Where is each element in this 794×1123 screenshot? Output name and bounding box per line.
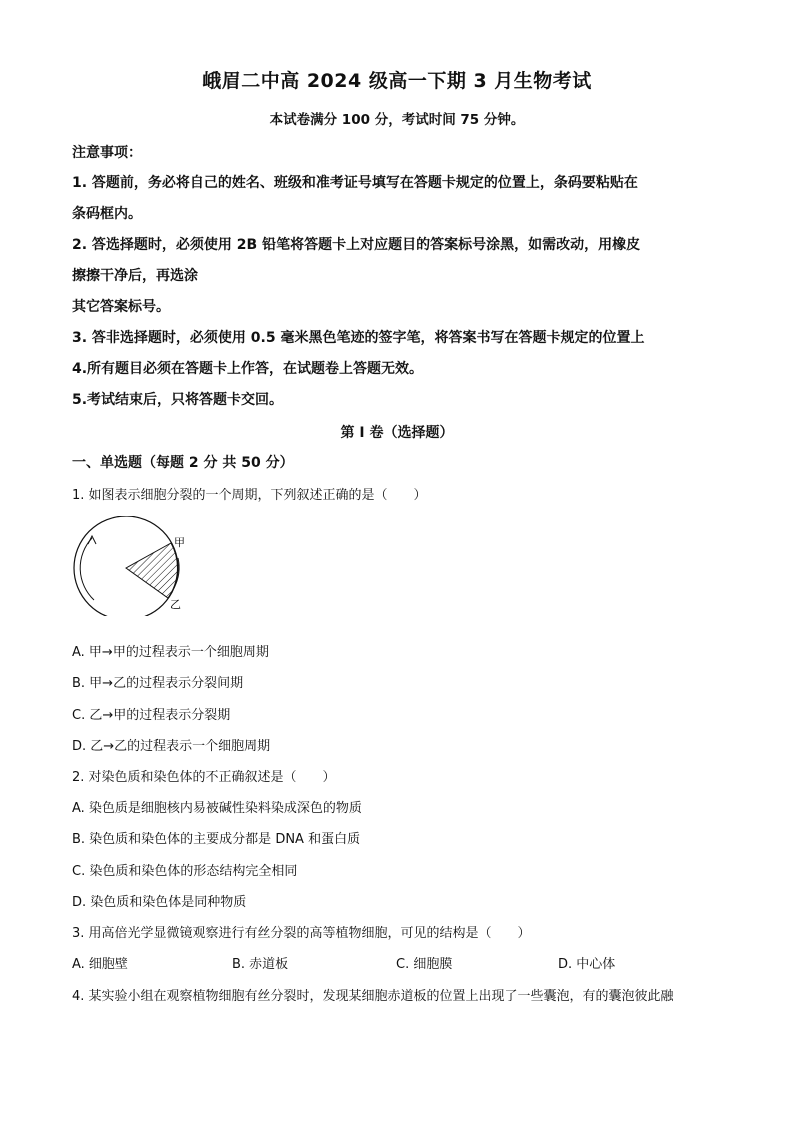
- label-yi: 乙: [170, 598, 181, 611]
- question-1-option: A. 甲→甲的过程表示一个细胞周期: [72, 645, 269, 660]
- question-1-option: B. 甲→乙的过程表示分裂间期: [72, 676, 244, 691]
- question-2-stem: 2. 对染色质和染色体的不正确叙述是（ ）: [72, 770, 336, 785]
- question-3-option-c: C. 细胞膜: [396, 957, 453, 972]
- question-1-option: D. 乙→乙的过程表示一个细胞周期: [72, 739, 271, 754]
- question-4-stem: 4. 某实验小组在观察植物细胞有丝分裂时，发现某细胞赤道板的位置上出现了一些囊泡，有的囊泡彼此融: [72, 989, 674, 1004]
- note-line: 擦擦干净后，再选涂: [72, 268, 198, 284]
- cell-cycle-diagram: [70, 516, 200, 616]
- notes-heading: 注意事项：: [72, 145, 142, 161]
- note-line: 3. 答非选择题时，必须使用 0.5 毫米黑色笔迹的签字笔，将答案书写在答题卡规定的位置上: [72, 330, 645, 346]
- label-jia: 甲: [174, 536, 185, 549]
- note-line: 其它答案标号。: [72, 299, 170, 315]
- exam-title: 峨眉二中高 2024 级高一下期 3 月生物考试: [202, 70, 592, 92]
- volume-heading: 第 I 卷（选择题）: [340, 425, 454, 441]
- question-1-stem: 1. 如图表示细胞分裂的一个周期，下列叙述正确的是（ ）: [72, 488, 427, 503]
- question-3-option-d: D. 中心体: [558, 957, 616, 972]
- note-line: 条码框内。: [72, 206, 142, 222]
- question-2-option: C. 染色质和染色体的形态结构完全相同: [72, 864, 298, 879]
- question-2-option: A. 染色质是细胞核内易被碱性染料染成深色的物质: [72, 801, 362, 816]
- note-line: 1. 答题前，务必将自己的姓名、班级和准考证号填写在答题卡规定的位置上，条码要粘贴在: [72, 175, 638, 191]
- note-line: 4.所有题目必须在答题卡上作答，在试题卷上答题无效。: [72, 361, 424, 377]
- question-3-option-b: B. 赤道板: [232, 957, 289, 972]
- question-2-option: B. 染色质和染色体的主要成分都是 DNA 和蛋白质: [72, 832, 361, 847]
- division-phase-sector: [126, 543, 177, 598]
- question-1-option: C. 乙→甲的过程表示分裂期: [72, 708, 231, 723]
- arrow-head-icon: [88, 536, 96, 544]
- note-line: 5.考试结束后，只将答题卡交回。: [72, 392, 284, 408]
- part-heading: 一、单选题（每题 2 分 共 50 分）: [72, 455, 294, 471]
- question-2-option: D. 染色质和染色体是同种物质: [72, 895, 247, 910]
- exam-subtitle: 本试卷满分 100 分，考试时间 75 分钟。: [269, 112, 525, 128]
- direction-arc: [80, 538, 94, 600]
- note-line: 2. 答选择题时，必须使用 2B 铅笔将答题卡上对应题目的答案标号涂黑，如需改动，用橡皮: [72, 237, 641, 253]
- question-3-stem: 3. 用高倍光学显微镜观察进行有丝分裂的高等植物细胞，可见的结构是（ ）: [72, 926, 531, 941]
- question-3-option-a: A. 细胞壁: [72, 957, 128, 972]
